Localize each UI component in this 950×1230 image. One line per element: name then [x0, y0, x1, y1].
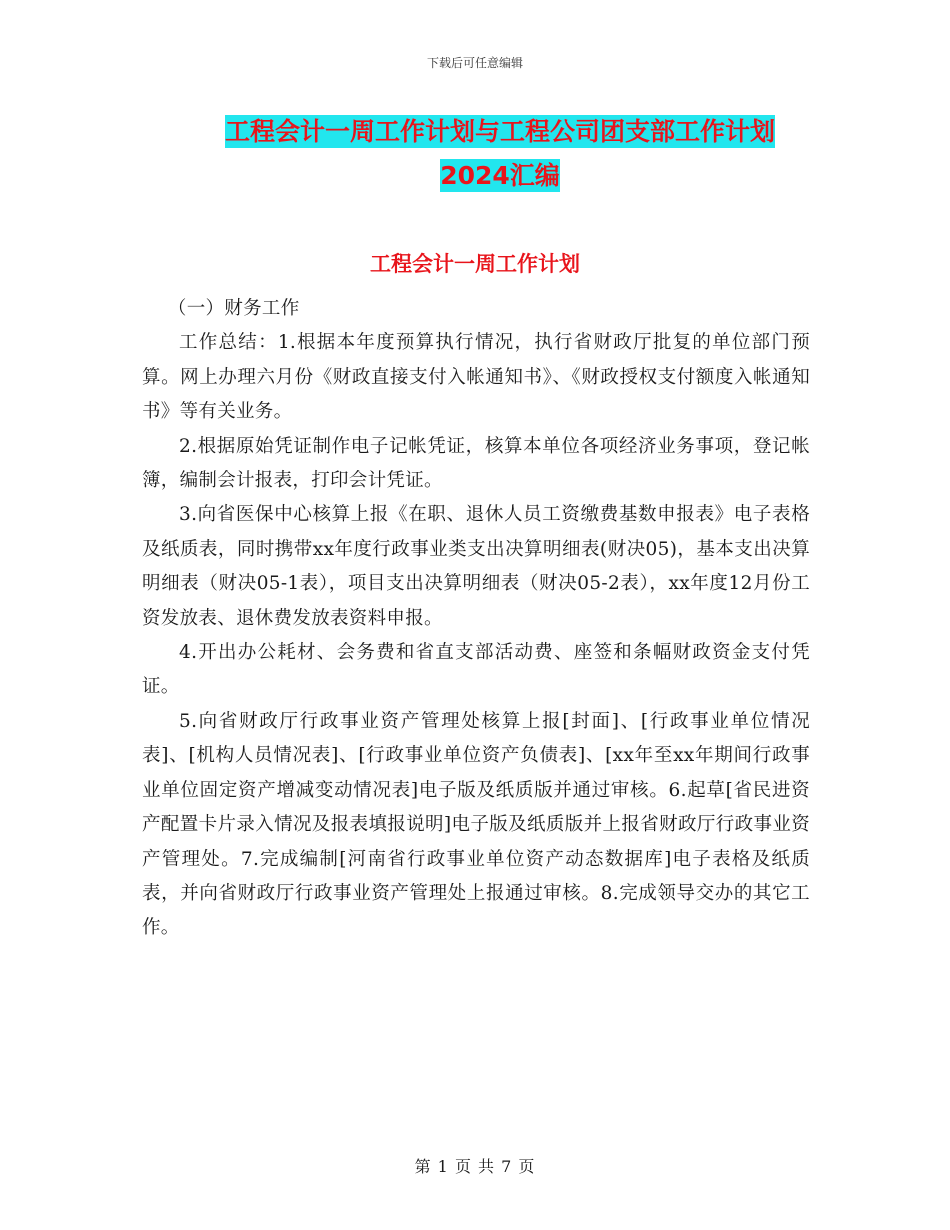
document-title — [120, 110, 880, 198]
body-text — [142, 292, 810, 946]
subsection-heading: （一）财务工作 — [167, 298, 300, 319]
document-title-line-2: 2024汇编 — [440, 161, 560, 190]
page-footer: 第 1 页 共 7 页 — [414, 1157, 536, 1176]
paragraph: 3.向省医保中心核算上报《在职、退休人员工资缴费基数申报表》电子表格及纸质表，同时携带xx年度行政事业类支出决算明细表(财决05)，基本支出决算明细表（财决05-1表），项目支出决算明细表（财决05-2表），xx年度12月份工资发放表、退休费发放表资料申报。 — [142, 504, 810, 629]
paragraph: 5.向省财政厅行政事业资产管理处核算上报[封面]、[行政事业单位情况表]、[机构人员情况表]、[行政事业单位资产负债表]、[xx年至xx年期间行政事业单位固定资产增减变动情况表]电子版及纸质版并通过审核。6.起草[省民进资产配置卡片录入情况及报表填报说明]电子版及纸质版并上报省财政厅行政事业资产管理处。7.完成编制[河南省行政事业单位资产动态数据库]电子表格及纸质表，并向省财政厅行政事业资产管理处上报通过审核。8.完成领导交办的其它工作。 — [142, 710, 810, 939]
document-title-line-1: 工程会计一周工作计划与工程公司团支部工作计划 — [224, 117, 775, 146]
paragraph: 工作总结：1.根据本年度预算执行情况，执行省财政厅批复的单位部门预算。网上办理六月份《财政直接支付入帐通知书》、《财政授权支付额度入帐通知书》等有关业务。 — [142, 332, 810, 423]
section-title: 工程会计一周工作计划 — [370, 252, 580, 276]
paragraph: 4.开出办公耗材、会务费和省直支部活动费、座签和条幅财政资金支付凭证。 — [142, 642, 810, 698]
paragraph: 2.根据原始凭证制作电子记帐凭证，核算本单位各项经济业务事项，登记帐簿，编制会计报表，打印会计凭证。 — [142, 435, 810, 492]
header-note: 下载后可任意编辑 — [426, 56, 523, 70]
